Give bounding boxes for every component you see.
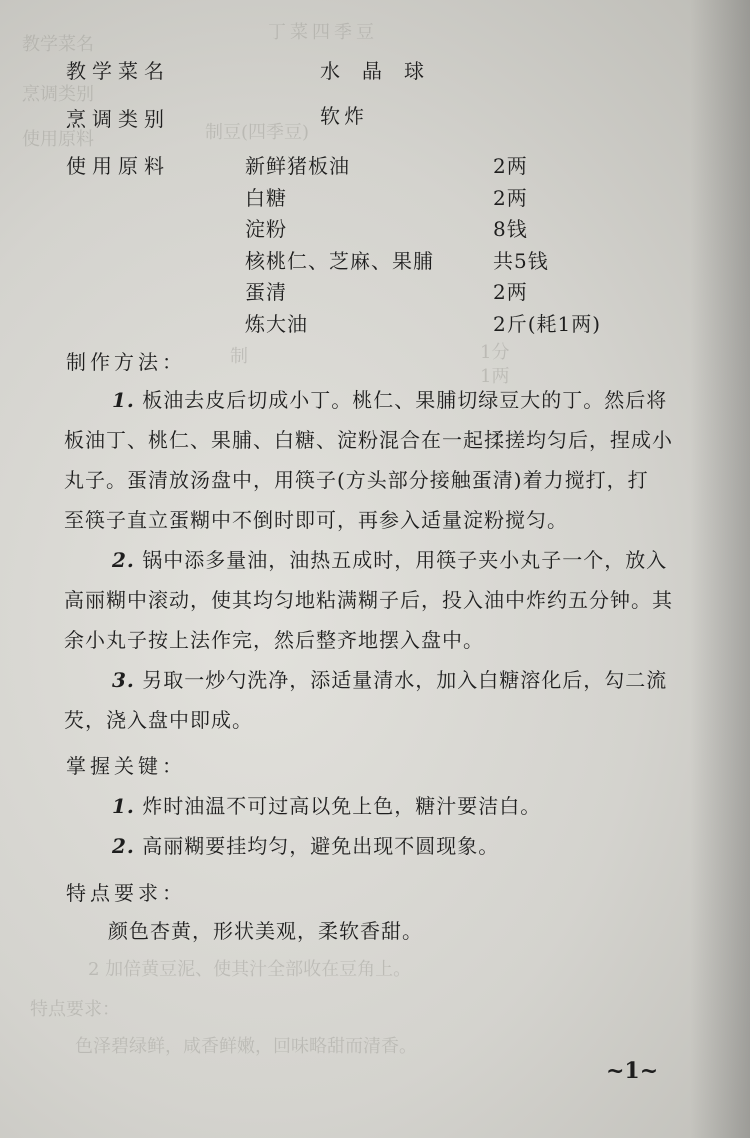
ghost-right-1: 制豆(四季豆) [205,122,310,143]
ghost-left-item-3: 使用原料 [22,129,94,150]
step-3-line-2: 芡，浇入盘中即成。 [64,708,253,732]
features-title: 特点要求： [66,881,186,905]
ghost-top-title: 丁菜四季豆 [268,22,378,43]
ghost-mid: 制 [230,346,248,367]
step-2-line-1 [112,540,667,580]
ghost-left-item-1: 教学菜名 [22,34,94,55]
step-1-line-4: 至筷子直立蛋糊中不倒时即可，再参入适量淀粉搅匀。 [64,508,568,532]
step-1-line-3: 丸子。蛋清放汤盘中，用筷子(方头部分接触蛋清)着力搅打，打 [64,468,649,492]
ghost-right-3: 1两 [480,366,510,387]
ingredient-name: 炼大油 [245,312,308,336]
ingredient-name: 白糖 [245,186,287,210]
ghost-bottom-1: 2 加倍黄豆泥、使其汁全部收在豆角上。 [88,959,412,980]
dish-name: 水晶球 [320,59,446,83]
features-text: 颜色杏黄，形状美观，柔软香甜。 [108,919,423,943]
category-label: 烹调类别 [66,107,170,131]
step-number: 1. [112,388,135,412]
key-points-title: 掌握关键： [66,754,186,778]
step-2-line-3: 余小丸子按上法作完，然后整齐地摆入盘中。 [64,628,484,652]
method-title: 制作方法： [66,350,186,374]
point-number: 2. [112,834,135,858]
step-3-line-1 [112,660,667,700]
ingredient-qty: 2两 [493,186,528,210]
ghost-bottom-2: 特点要求： [30,999,120,1020]
category-value: 软炸 [320,104,368,128]
step-2-line-2: 高丽糊中滚动，使其均匀地粘满糊子后，投入油中炸约五分钟。其 [64,588,673,612]
step-1-line-1 [112,380,667,420]
ingredient-qty: 2两 [493,280,528,304]
key-point-2 [112,830,499,859]
ingredient-qty: 共5钱 [493,249,549,273]
ingredient-qty: 2斤(耗1两) [493,312,602,336]
step-text: 板油去皮后切成小丁。桃仁、果脯切绿豆大的丁。然后将 [142,388,668,412]
point-number: 1. [112,794,135,818]
key-point-1 [112,790,541,819]
point-text: 炸时油温不可过高以免上色，糖汁要洁白。 [142,794,542,818]
step-number: 3. [112,668,135,692]
dish-label: 教学菜名 [66,59,170,83]
step-text: 另取一炒勺洗净，添适量清水，加入白糖溶化后，勾二流 [142,668,668,692]
ingredient-name: 新鲜猪板油 [245,154,350,178]
ingredient-name: 蛋清 [245,280,287,304]
ghost-left-item-2: 烹调类别 [22,84,94,105]
ghost-bottom-3: 色泽碧绿鲜，咸香鲜嫩，回味略甜而清香。 [75,1036,417,1057]
step-number: 2. [112,548,135,572]
ingredient-name: 淀粉 [245,217,287,241]
ingredient-qty: 2两 [493,154,528,178]
step-1-line-2: 板油丁、桃仁、果脯、白糖、淀粉混合在一起揉搓均匀后，捏成小 [64,428,673,452]
page-number: ~1~ [606,1058,659,1084]
ghost-right-2: 1分 [480,342,510,363]
ingredient-qty: 8钱 [493,217,528,241]
step-text: 锅中添多量油，油热五成时，用筷子夹小丸子一个，放入 [142,548,668,572]
ingredients-label: 使用原料 [66,154,170,178]
ingredient-name: 核桃仁、芝麻、果脯 [245,249,434,273]
point-text: 高丽糊要挂均匀，避免出现不圆现象。 [142,834,500,858]
page-edge-shadow [690,0,750,1138]
